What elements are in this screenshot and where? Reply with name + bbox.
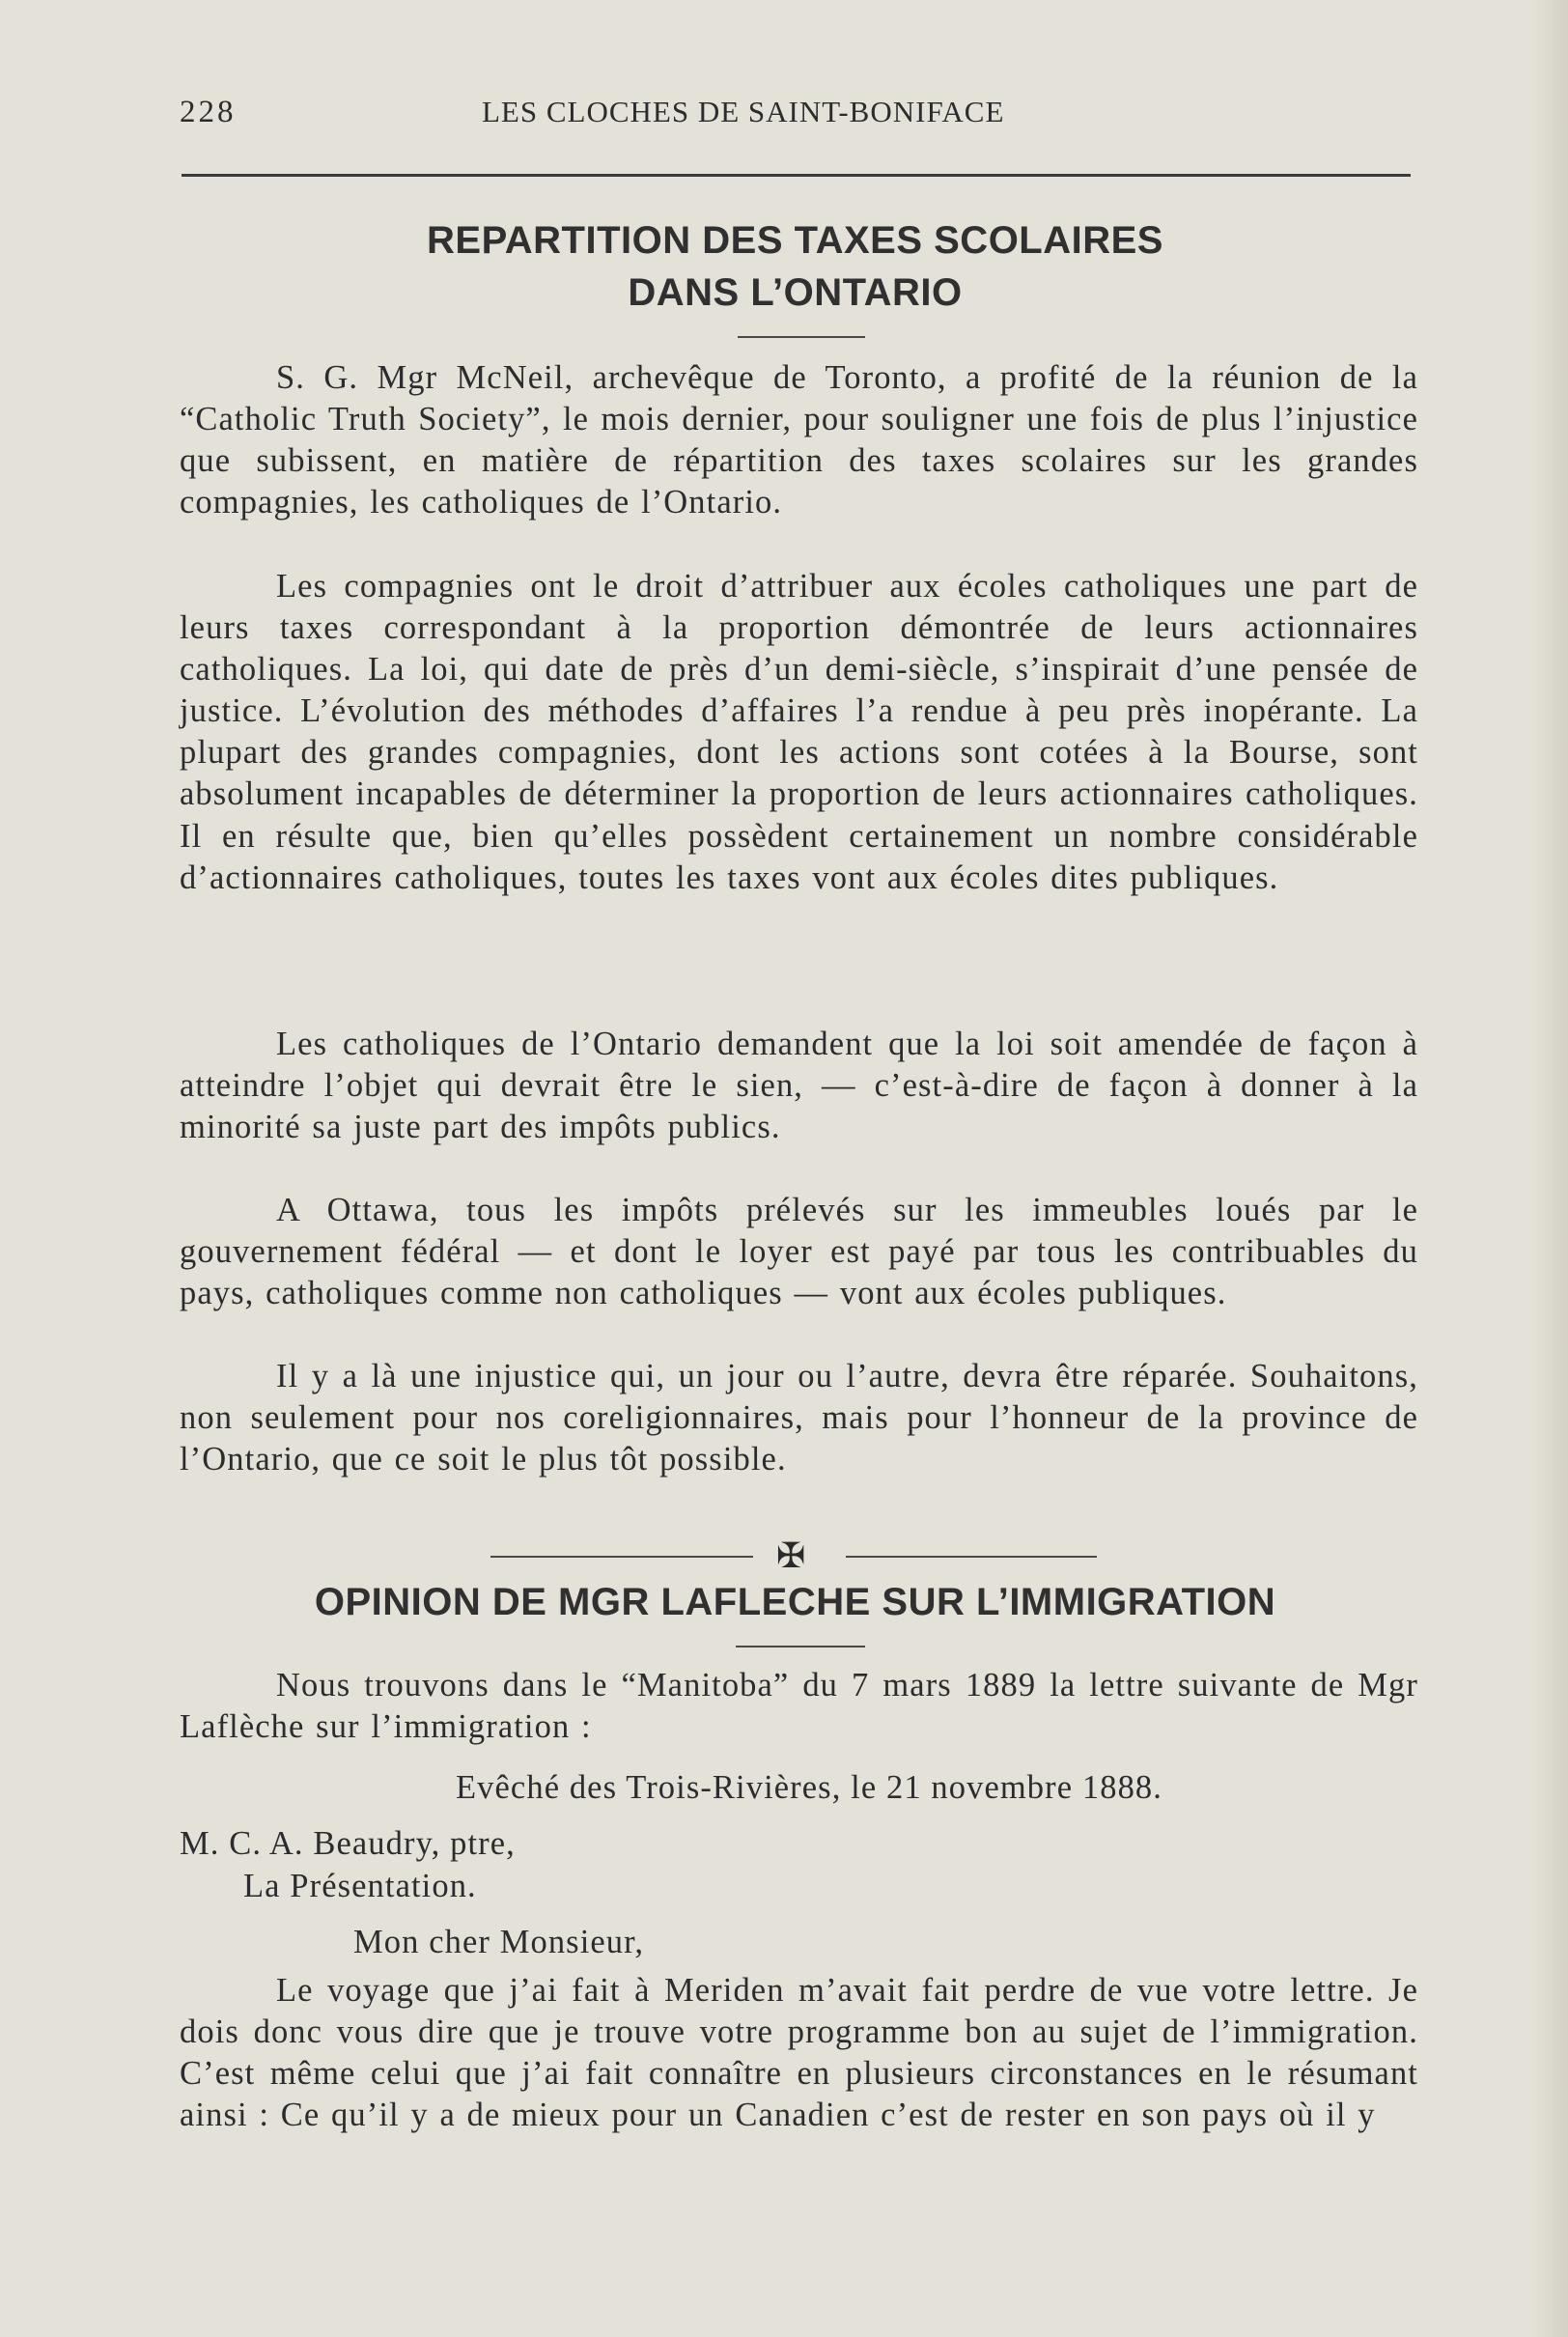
paragraph-intro: Nous trouvons dans le “Manitoba” du 7 mars 1889 la lettre suivante de Mgr Laflèche sur l’immigration : xyxy=(180,1667,1418,1746)
letter-dateline: Evêché des Trois-Rivières, le 21 novembre 1888. xyxy=(456,1769,1162,1806)
letter-body: Le voyage que j’ai fait à Meriden m’avait fait perdre de vue votre lettre. Je dois donc vous dire que je trouve votre programme bon au sujet de l’immigration. C’est même celui que j’ai fait connaître en plusieurs circonstances en le résumant ainsi : Ce qu’il y a de mieux pour un Canadien c’est de rester en son pays où il y xyxy=(180,1972,1418,2134)
article-title-immigration: OPINION DE MGR LAFLECHE SUR L’IMMIGRATION xyxy=(314,1581,1276,1623)
maltese-cross-icon: ✠ xyxy=(776,1536,806,1576)
article-title-taxes xyxy=(180,214,1411,319)
title-divider xyxy=(736,1646,865,1647)
separator-line-left xyxy=(490,1556,753,1558)
paragraph: S. G. Mgr McNeil, archevêque de Toronto, a profité de la réunion de la “Catholic Truth Society”, le mois dernier, pour souligner une fois de plus l’injustice que subissent, en matière de répartition des taxes scolaires sur les grandes compagnies, les catholiques de l’Ontario. xyxy=(180,359,1418,521)
header-rule xyxy=(182,174,1411,177)
page-edge-shadow xyxy=(1533,0,1568,2337)
section-separator xyxy=(490,1537,1097,1576)
title-divider xyxy=(738,336,865,338)
running-header xyxy=(180,95,1411,137)
separator-line-right xyxy=(846,1556,1097,1558)
page-number: 228 xyxy=(180,95,237,129)
letter-addressee-name: M. C. A. Beaudry, ptre, xyxy=(180,1825,516,1862)
letter-salutation: Mon cher Monsieur, xyxy=(353,1924,645,1960)
letter-addressee-place: La Présentation. xyxy=(243,1868,477,1904)
article-title-line-2: DANS L’ONTARIO xyxy=(628,271,963,314)
article-title-line-1: REPARTITION DES TAXES SCOLAIRES xyxy=(427,219,1163,262)
paragraph: Les catholiques de l’Ontario demandent que la loi soit amendée de façon à atteindre l’objet qui devrait être le sien, — c’est-à-dire de façon à donner à la minorité sa juste part des impôts publics. xyxy=(180,1026,1418,1146)
running-title: LES CLOCHES DE SAINT-BONIFACE xyxy=(482,95,1005,128)
paragraph: Il y a là une injustice qui, un jour ou l’autre, devra être réparée. Souhaitons, non seulement pour nos coreligionnaires, mais pour l’honneur de la province de l’Ontario, que ce soit le plus tôt possible. xyxy=(180,1358,1418,1478)
paragraph: Les compagnies ont le droit d’attribuer aux écoles catholiques une part de leurs taxes correspondant à la proportion démontrée de leurs actionnaires catholiques. La loi, qui date de près d’un demi-siècle, s’inspirait d’une pensée de justice. L’évolution des méthodes d’affaires l’a rendue à peu près inopérante. La plupart des grandes compagnies, dont les actions sont cotées à la Bourse, sont absolument incapables de déterminer la proportion de leurs actionnaires catholiques. Il en résulte que, bien qu’elles possèdent certainement un nombre considérable d’actionnaires catholiques, toutes les taxes vont aux écoles dites publiques. xyxy=(180,568,1418,896)
paragraph: A Ottawa, tous les impôts prélevés sur les immeubles loués par le gouvernement fédéral — et dont le loyer est payé par tous les contribuables du pays, catholiques comme non catholiques — vont aux écoles publiques. xyxy=(180,1192,1418,1312)
